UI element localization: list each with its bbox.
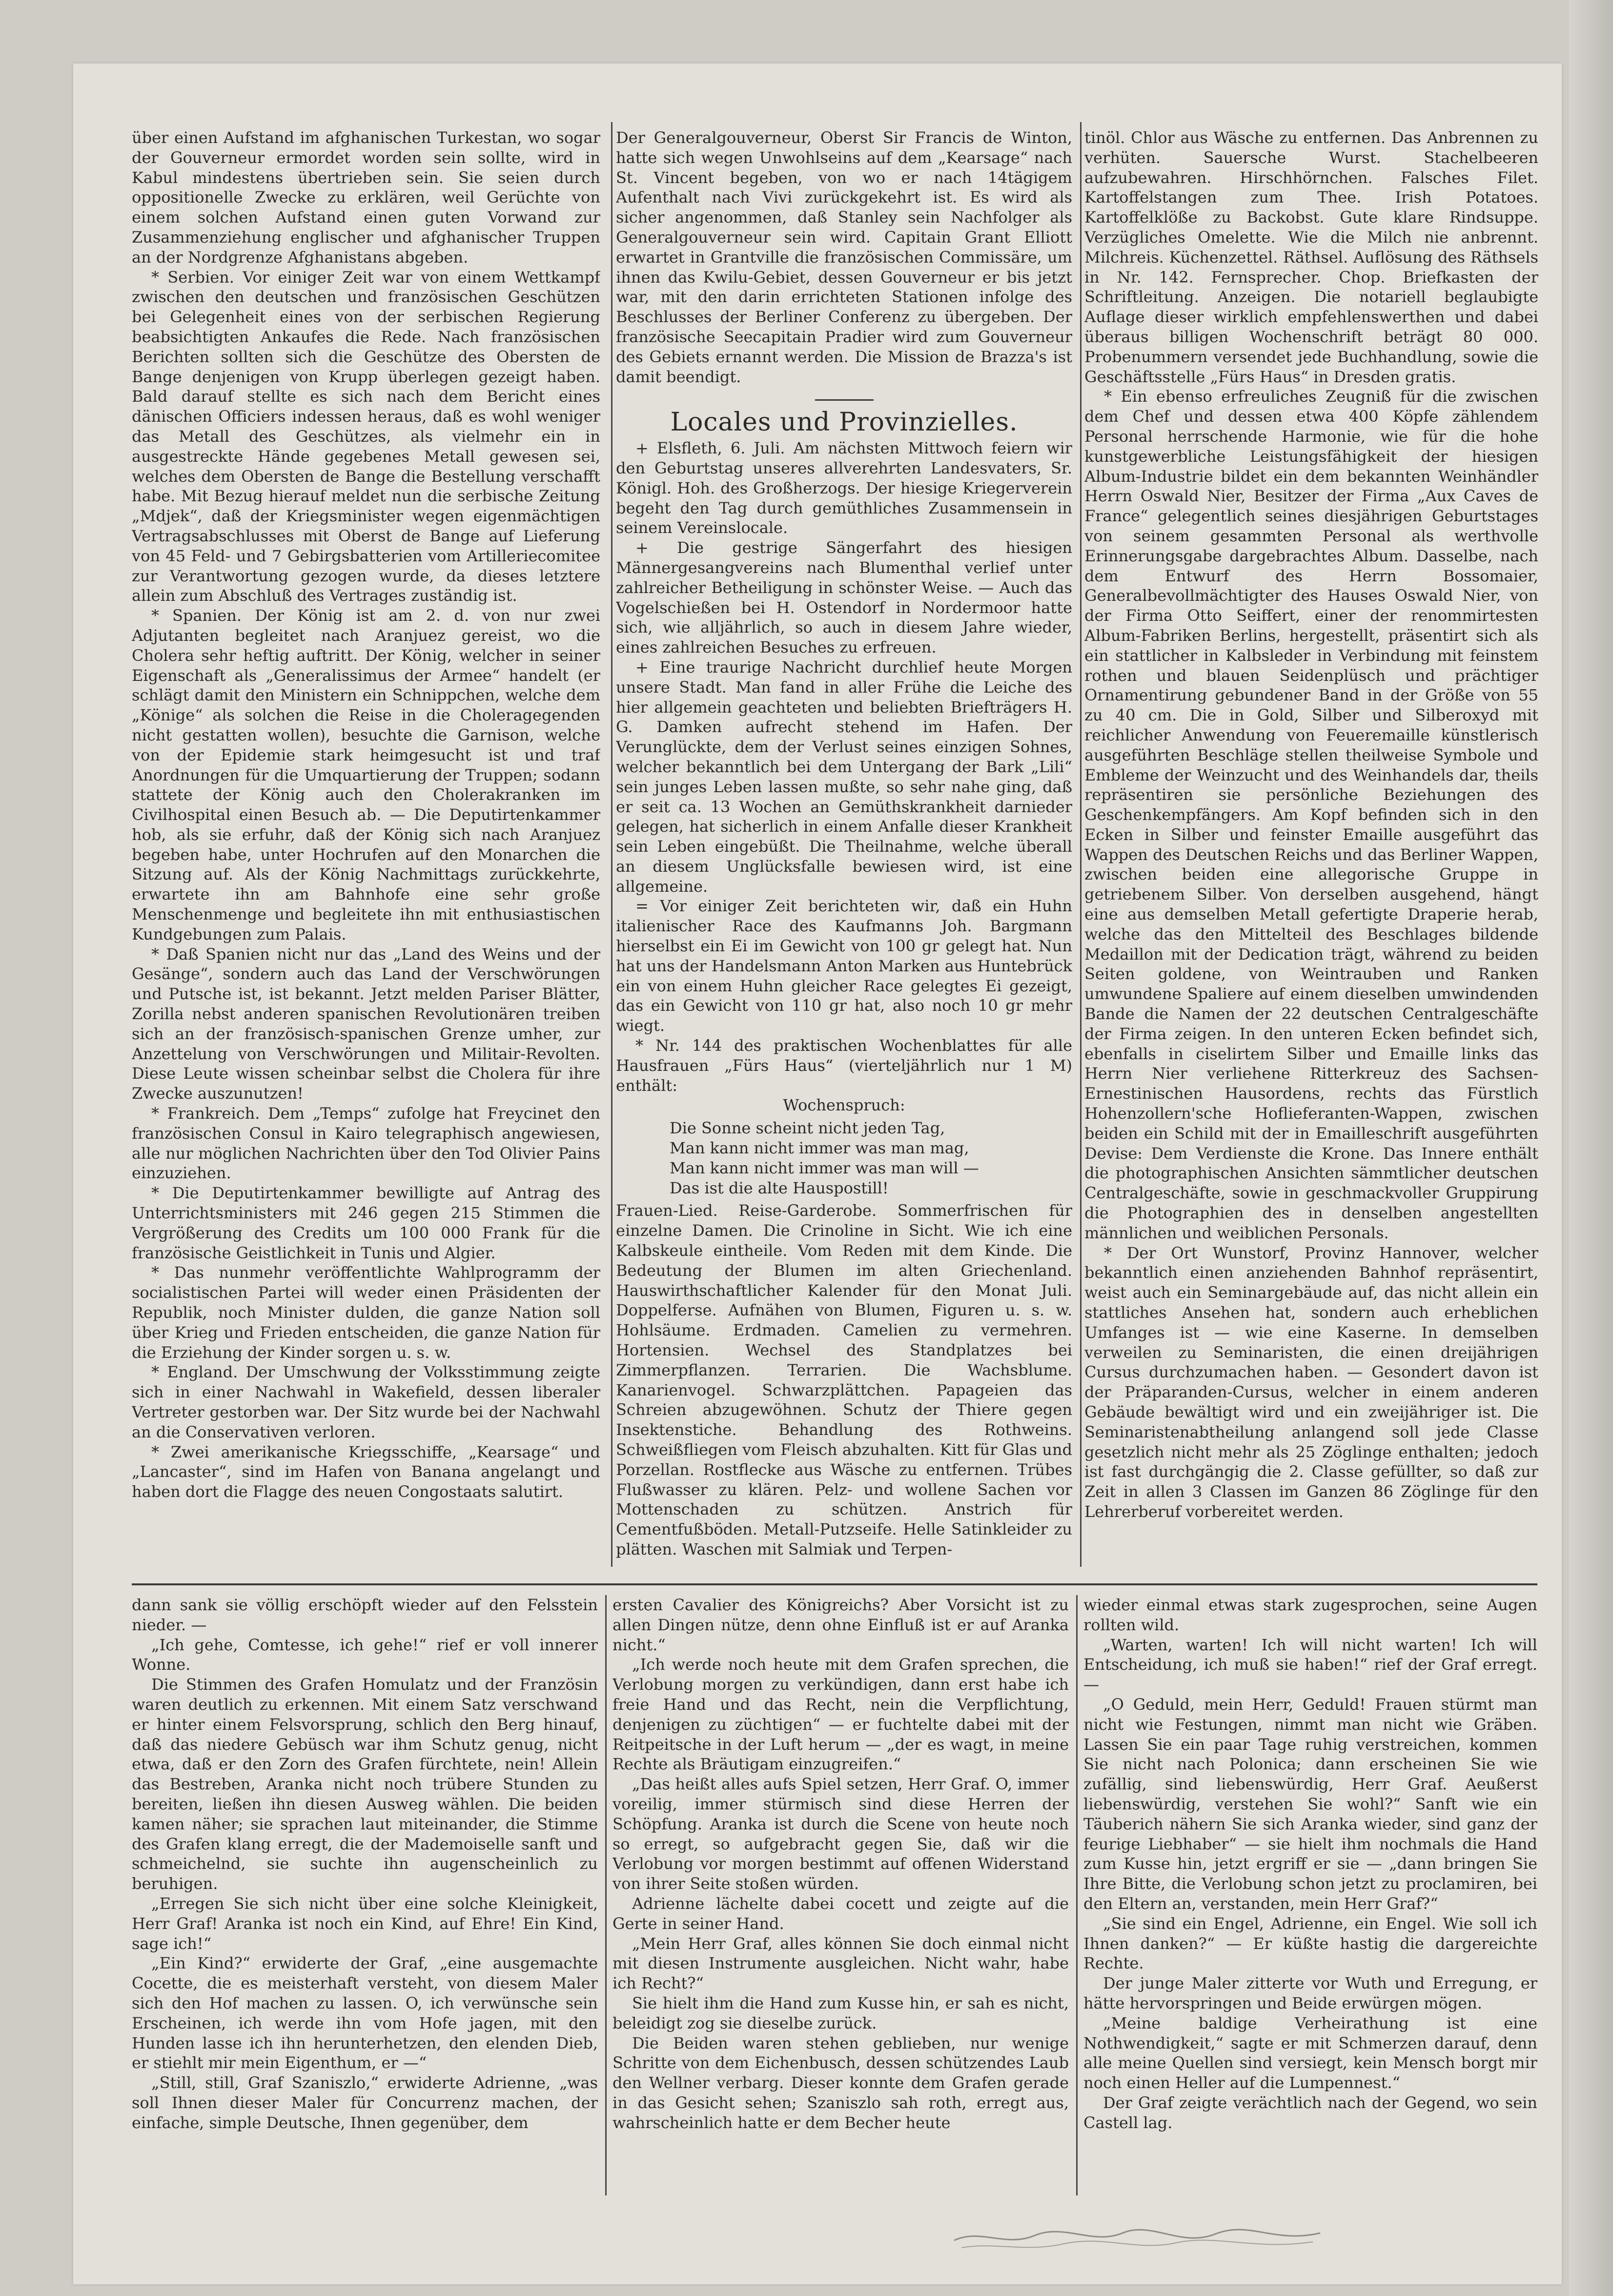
paragraph: „Ich gehe, Comtesse, ich gehe!“ rief er voll innerer Wonne.	[132, 1635, 598, 1674]
feuilleton-column-1	[132, 1595, 598, 2200]
paragraph: * Die Deputirtenkammer bewilligte auf Antrag des Unterrichtsministers mit 246 gegen 215 Stimmen die Vergrößerung des Credits um 100 000 Frank für die französische Geistlichkeit in Tunis und Algier.	[132, 1184, 600, 1262]
paragraph: ersten Cavalier des Königreichs? Aber Vorsicht ist zu allen Dingen nütze, denn ohne Einfluß ist er auf Aranka nicht.“	[613, 1596, 1069, 1654]
paragraph: „Meine baldige Verheirathung ist eine Nothwendigkeit,“ sagte er mit Schmerzen darauf, denn alle meine Quellen sind versiegt, kein Mensch borgt mir noch einen Heller auf die Lumpennest.“	[1083, 2013, 1537, 2092]
paragraph: Die Stimmen des Grafen Homulatz und der Französin waren deutlich zu erkennen. Mit einem Satz verschwand er hinter einem Felsvorsprung, schlich den Berg hinauf, daß das niedere Gebüsch war ihm Schutz genug, nicht etwa, daß er den Zorn des Grafen fürchtete, nein! Allein das Bestreben, Aranka nicht noch trübere Stunden zu bereiten, ließen ihn diesen Ausweg wählen. Die beiden kamen näher; sie sprachen laut miteinander, die Stimme des Grafen klang erregt, die der Mademoiselle sanft und schmeichelnd, sie suchte ihn augenscheinlich zu beruhigen.	[132, 1675, 598, 1893]
paragraph: „Ich werde noch heute mit dem Grafen sprechen, die Verlobung morgen zu verkündigen, dann erst habe ich freie Hand und das Recht, nein die Verpflichtung, denjenigen zu züchtigen“ — er fuchtelte dabei mit der Reitpeitsche in der Luft herum — „der es wagt, in meine Rechte als Bräutigam einzugreifen.“	[613, 1655, 1069, 1774]
news-column-2	[616, 128, 1072, 1573]
paragraph: * Der Ort Wunstorf, Provinz Hannover, welcher bekanntlich einen anziehenden Bahnhof repräsentirt, weist auch ein Seminargebäude auf, das nicht allein ein stattliches Ansehen hat, sondern auch erheblichen Umfanges ist — wie eine Kaserne. In demselben verweilen zu Seminaristen, die einen dreijährigen Cursus durchzumachen haben. — Gesondert davon ist der Präparanden-Cursus, welcher in einem anderen Gebäude bewältigt wird und ein zweijähriger ist. Die Seminaristenabtheilung anlangend soll jede Classe gesetzlich nicht mehr als 25 Zöglinge enthalten; jedoch ist fast durchgängig die 2. Classe gefüllter, so daß zur Zeit in allen 3 Classen im Ganzen 86 Zöglinge für den Lehrerberuf vorbereitet werden.	[1084, 1243, 1538, 1521]
poem-line: Die Sonne scheint nicht jeden Tag,	[670, 1119, 945, 1138]
paragraph: * Zwei amerikanische Kriegsschiffe, „Kearsage“ und „Lancaster“, sind im Hafen von Banana angelangt und haben dort die Flagge des neuen Congostaats salutirt.	[132, 1442, 600, 1501]
paragraph: = Vor einiger Zeit berichteten wir, daß ein Huhn italienischer Race des Kaufmanns Joh. Bargmann hierselbst ein Ei im Gewicht von 100 gr gelegt hat. Nun hat uns der Handelsmann Anton Marken aus Huntebrück ein von einem Huhn gleicher Race gelegtes Ei gezeigt, das ein Gewicht von 110 gr hat, also noch 10 gr mehr wiegt.	[616, 897, 1072, 1035]
feuilleton-column-3	[1083, 1595, 1537, 2200]
column-divider	[1076, 1595, 1078, 2195]
paragraph: + Die gestrige Sängerfahrt des hiesigen Männergesangvereins nach Blumenthal verlief unter zahlreicher Betheiligung in schönster Weise. — Auch das Vogelschießen bei H. Ostendorf in Nordermoor hatte sich, wie alljährlich, so auch in diesem Jahre wieder, eines zahlreichen Besuches zu erfreuen.	[616, 538, 1072, 657]
feuilleton-column-2	[613, 1595, 1069, 2200]
paragraph: wieder einmal etwas stark zugesprochen, seine Augen rollten wild.	[1083, 1596, 1537, 1634]
column-divider	[605, 1595, 607, 2195]
paragraph: + Elsfleth, 6. Juli. Am nächsten Mittwoch feiern wir den Geburtstag unseres allverehrten Landesvaters, Sr. Königl. Hoh. des Großherzogs. Der hiesige Kriegerverein begeht den Tag durch gemüthliches Zusammensein in seinem Vereinslocale.	[616, 439, 1072, 537]
feuilleton-separator	[132, 1583, 1537, 1585]
paragraph: * England. Der Umschwung der Volksstimmung zeigte sich in einer Nachwahl in Wakefield, dessen liberaler Vertreter gestorben war. Der Sitz wurde bei der Nachwahl an die Conservativen verloren.	[132, 1363, 600, 1441]
news-column-1	[132, 128, 600, 1573]
poem-line: Man kann nicht immer was man will —	[670, 1158, 979, 1177]
paragraph: + Eine traurige Nachricht durchlief heute Morgen unsere Stadt. Man fand in aller Frühe die Leiche des hier allgemein geachteten und beliebten Briefträgers H. G. Damken aufrecht stehend im Hafen. Der Verunglückte, dem der Verlust seines einzigen Sohnes, welcher bekanntlich bei dem Untergang der Bark „Lili“ sein junges Leben lassen mußte, so sehr nahe ging, daß er seit ca. 13 Wochen an Gemüthskrankheit darnieder gelegen, hat sicherlich in einem Anfalle dieser Krankheit sein Leben eingebüßt. Die Theilnahme, welche überall an diesem Unglücksfalle bewiesen wird, ist eine allgemeine.	[616, 657, 1072, 896]
paragraph: Der Generalgouverneur, Oberst Sir Francis de Winton, hatte sich wegen Unwohlseins auf dem „Kearsage“ nach St. Vincent begeben, von wo er nach 14tägigem Aufenthalt nach Vivi zurückgekehrt ist. Es wird als sicher angenommen, daß Stanley sein Nachfolger als Generalgouverneur sein wird. Capitain Grant Elliott erwartet in Grantville die französischen Commissäre, um ihnen das Kwilu-Gebiet, dessen Gouverneur er bis jetzt war, mit den darin errichteten Stationen infolge des Beschlusses der Berliner Conferenz zu übergeben. Der französische Seecapitain Pradier wird zum Gouverneur des Gebiets ernannt werden. Die Mission de Brazza's ist damit beendigt.	[616, 128, 1072, 386]
paragraph: * Spanien. Der König ist am 2. d. von nur zwei Adjutanten begleitet nach Aranjuez gereist, wo die Cholera sehr heftig auftritt. Der König, welcher in seiner Eigenschaft als „Generalissimus der Armee“ handelt (er schlägt damit den Ministern ein Schnippchen, welche dem „Könige“ als solchen die Reise in die Choleragegenden nicht gestatten wollen), besuchte die Garnison, welche von der Epidemie stark heimgesucht ist und traf Anordnungen für die Umquartierung der Truppen; sodann stattete der König auch den Cholerakranken im Civilhospital einen Besuch ab. — Die Deputirtenkammer hob, als sie erfuhr, daß der König sich nach Aranjuez begeben habe, unter Hochrufen auf den Monarchen die Sitzung auf. Als der König Nachmittags zurückkehrte, erwartete ihn am Bahnhofe eine sehr große Menschenmenge und begleitete ihn mit enthusiastischen Kundgebungen zum Palais.	[132, 606, 600, 943]
paragraph: „Warten, warten! Ich will nicht warten! Ich will Entscheidung, ich muß sie haben!“ rief der Graf erregt. —	[1083, 1635, 1537, 1694]
paragraph: tinöl. Chlor aus Wäsche zu entfernen. Das Anbrennen zu verhüten. Sauersche Wurst. Stachelbeeren aufzubewahren. Hirschhörnchen. Falsches Filet. Kartoffelstangen zum Thee. Irish Potatoes. Kartoffelklöße zu Backobst. Gute klare Rindsuppe. Verzügliches Omelette. Wie die Milch nie anbrennt. Milchreis. Küchenzettel. Räthsel. Auflösung des Räthsels in Nr. 142. Fernsprecher. Chop. Briefkasten der Schriftleitung. Anzeigen. Die notariell beglaubigte Auflage dieser wirklich empfehlenswerthen und dabei überaus billigen Wochenschrift beträgt 80 000. Probenummern versendet jede Buchhandlung, sowie die Geschäftsstelle „Fürs Haus“ in Dresden gratis.	[1084, 128, 1538, 386]
poem-line: Man kann nicht immer was man mag,	[670, 1139, 969, 1158]
poem	[616, 1118, 1072, 1198]
paragraph: Frauen-Lied. Reise-Garderobe. Sommerfrischen für einzelne Damen. Die Crinoline in Sicht. Wie ich eine Kalbskeule eintheile. Vom Reden mit dem Kinde. Die Bedeutung der Blumen im alten Griechenland. Hauswirthschaftlicher Kalender für den Monat Juli. Doppelferse. Aufnähen von Blumen, Figuren u. s. w. Hohlsäume. Erdmaden. Camelien zu vermehren. Hortensien. Wechsel des Standplatzes bei Zimmerpflanzen. Terrarien. Die Wachsblume. Kanarienvogel. Schwarzplättchen. Papageien das Schreien abzugewöhnen. Schutz der Thiere gegen Insektenstiche. Behandlung des Rothweins. Schweißfliegen vom Fleisch abzuhalten. Kitt für Glas und Porzellan. Rostflecke aus Wäsche zu entfernen. Trübes Flußwasser zu klären. Pelz- und wollene Sachen vor Mottenschaden zu schützen. Anstrich für Cementfußböden. Metall-Putzseife. Helle Satinkleider zu plätten. Waschen mit Salmiak und Terpen-	[616, 1201, 1072, 1558]
page-binding-edge	[1569, 0, 1613, 2296]
column-divider	[611, 122, 613, 1567]
paragraph: * Ein ebenso erfreuliches Zeugniß für die zwischen dem Chef und dessen etwa 400 Köpfe zählendem Personal herrschende Harmonie, wie für die hohe kunstgewerbliche Leistungsfähigkeit der hiesigen Album-Industrie bildet ein dem bekannten Weinhändler Herrn Oswald Nier, Besitzer der Firma „Aux Caves de France“ gelegentlich seines diesjährigen Geburtstages von seinem gesammten Personal als werthvolle Erinnerungsgabe dargebrachtes Album. Dasselbe, nach dem Entwurf des Herrn Bossomaier, Generalbevollmächtigter des Hauses Oswald Nier, von der Firma Otto Seiffert, einer der renommirtesten Album-Fabriken Berlins, hergestellt, präsentirt sich als ein stattlicher in Kalbsleder in Verbindung mit feinstem rothen und blauen Seidenplüsch und prächtiger Ornamentirung gebundener Band in der Größe von 55 zu 40 cm. Die in Gold, Silber und Silberoxyd mit reichlicher Anwendung von Feueremaille künstlerisch ausgeführten Beschläge stellen theilweise Symbole und Embleme der Weinzucht und des Weinhandels dar, theils repräsentiren sie persönliche Beziehungen des Geschenkempfängers. Am Kopf befinden sich in den Ecken in Silber und feinster Emaille ausgeführt das Wappen des Deutschen Reichs und das Berliner Wappen, zwischen beiden eine allegorische Gruppe in getriebenem Silber. Von derselben ausgehend, hängt eine aus demselben Metall gefertigte Draperie herab, welche das den Mittelteil des Beschlages bildende Medaillon mit der Dedication trägt, während zu beiden Seiten goldene, von Weintrauben und Ranken umwundene Spaliere auf einem dieselben umwindenden Bande die Namen der 22 deutschen Centralgeschäfte der Firma zeigen. In den unteren Ecken befindet sich, ebenfalls in ciselirtem Silber und Emaille links das Herrn Nier verliehene Ritterkreuz des Sachsen-Ernestinischen Hausordens, rechts das Fürstlich Hohenzollern'sche Hoflieferanten-Wappen, zwischen beiden ein Schild mit der in Emailleschrift ausgeführten Devise: Dem Verdienste die Krone. Das Innere enthält die photographischen Ansichten sämmtlicher deutschen Centralgeschäfte, sowie in geschmackvoller Gruppirung die Photographien des in denselben angestellten männlichen und weiblichen Personals.	[1084, 387, 1538, 1242]
paragraph: * Nr. 144 des praktischen Wochenblattes für alle Hausfrauen „Fürs Haus“ (vierteljährlich nur 1 M) enthält:	[616, 1036, 1072, 1095]
paragraph: „Mein Herr Graf, alles können Sie doch einmal nicht mit diesen Instrumente ausgleichen. Nicht wahr, habe ich Recht?“	[613, 1934, 1069, 1993]
paragraph: „Sie sind ein Engel, Adrienne, ein Engel. Wie soll ich Ihnen danken?“ — Er küßte hastig die dargereichte Rechte.	[1083, 1914, 1537, 1973]
paragraph: Der Graf zeigte verächtlich nach der Gegend, wo sein Castell lag.	[1083, 2093, 1537, 2132]
paragraph: Die Beiden waren stehen geblieben, nur wenige Schritte von dem Eichenbusch, dessen schützendes Laub den Wellner verbarg. Dieser konnte dem Grafen gerade in das Gesicht sehen; Szaniszlo sah roth, erregt aus, wahrscheinlich hatte er dem Becher heute	[613, 2033, 1069, 2132]
paragraph: Adrienne lächelte dabei cocett und zeigte auf die Gerte in seiner Hand.	[613, 1894, 1069, 1933]
paragraph: „O Geduld, mein Herr, Geduld! Frauen stürmt man nicht wie Festungen, nimmt man nicht wie Gräben. Lassen Sie ein paar Tage ruhig verstreichen, kommen Sie nicht nach Polonica; dann erscheinen Sie wie zufällig, sind liebenswürdig, Herr Graf. Aeußerst liebenswürdig, verstehen Sie wohl?“ Sanft wie ein Täuberich nähern Sie sich Aranka wieder, sind ganz der feurige Liebhaber“ — sie hielt ihm nochmals die Hand zum Kusse hin, jetzt ergriff er sie — „dann bringen Sie Ihre Bitte, die Verlobung schon jetzt zu proclamiren, bei den Eltern an, verstanden, mein Herr Graf?“	[1083, 1695, 1537, 1913]
paragraph: „Das heißt alles aufs Spiel setzen, Herr Graf. O, immer voreilig, immer stürmisch sind diese Herren der Schöpfung. Aranka ist durch die Scene von heute noch so erregt, so aufgebracht gegen Sie, daß wir die Verlobung vor morgen bestimmt auf offenen Widerstand von ihrer Seite stoßen würden.	[613, 1775, 1069, 1893]
paragraph: „Erregen Sie sich nicht über eine solche Kleinigkeit, Herr Graf! Aranka ist noch ein Kind, auf Ehre! Ein Kind, sage ich!“	[132, 1894, 598, 1953]
paragraph: „Still, still, Graf Szaniszlo,“ erwiderte Adrienne, „was soll Ihnen dieser Maler für Concurrenz machen, der einfache, simple Deutsche, Ihnen gegenüber, dem	[132, 2073, 598, 2132]
paragraph: Sie hielt ihm die Hand zum Kusse hin, er sah es nicht, beleidigt zog sie dieselbe zurück.	[613, 1993, 1069, 2032]
paragraph: * Frankreich. Dem „Temps“ zufolge hat Freycinet den französischen Consul in Kairo telegraphisch angewiesen, alle nur möglichen Nachrichten über den Tod Olivier Pains einzuziehen.	[132, 1104, 600, 1183]
paragraph: * Daß Spanien nicht nur das „Land des Weins und der Gesänge“, sondern auch das Land der Verschwörungen und Putsche ist, ist bekannt. Jetzt melden Pariser Blätter, Zorilla nebst anderen spanischen Revolutionären treiben sich an der französisch-spanischen Grenze umher, zur Anzettelung von Verschwörungen und Militair-Revolten. Diese Leute wissen scheinbar selbst die Cholera für ihre Zwecke auszunutzen!	[132, 944, 600, 1103]
section-heading: Locales und Provinzielles.	[670, 408, 1018, 437]
column-divider	[1080, 122, 1082, 1567]
short-divider	[815, 399, 874, 401]
poem-line: Das ist die alte Hauspostill!	[670, 1178, 889, 1197]
news-column-3	[1084, 128, 1538, 1573]
paragraph: über einen Aufstand im afghanischen Turkestan, wo sogar der Gouverneur ermordet worden sein sollte, wird in Kabul mindestens übertrieben sein. Sie seien durch oppositionelle Zwecke zu erklären, weil Gerüchte von einem solchen Aufstand einen guten Vorwand zur Zusammenziehung englischer und afghanischer Truppen an der Nordgrenze Afghanistans abgeben.	[132, 128, 600, 266]
paragraph: dann sank sie völlig erschöpft wieder auf den Felsstein nieder. —	[132, 1596, 598, 1634]
motto-label: Wochenspruch:	[783, 1096, 905, 1115]
paragraph: * Das nunmehr veröffentlichte Wahlprogramm der socialistischen Partei will weder einen Präsidenten der Republik, noch Minister dulden, die ganze Nation soll über Krieg und Frieden entscheiden, die ganze Nation für die Erziehung der Kinder sorgen u. s. w.	[132, 1263, 600, 1362]
paragraph: „Ein Kind?“ erwiderte der Graf, „eine ausgemachte Cocette, die es meisterhaft versteht, von diesem Maler sich den Hof machen zu lassen. O, ich verwünsche sein Erscheinen, ich werde ihn vom Hofe jagen, mit den Hunden lasse ich ihn herunterhetzen, den elenden Dieb, er stiehlt mir mein Eigenthum, er —“	[132, 1954, 598, 2072]
paragraph: * Serbien. Vor einiger Zeit war von einem Wettkampf zwischen den deutschen und französischen Geschützen bei Gelegenheit eines von der serbischen Regierung beabsichtigten Ankaufes die Rede. Nach französischen Berichten sollten sich die Geschütze des Obersten de Bange denjenigen von Krupp überlegen gezeigt haben. Bald darauf stellte es sich nach dem Bericht eines dänischen Officiers indessen heraus, daß es wohl weniger das Metall des Geschützes, als vielmehr ein in ausgestreckte Hände gegebenes Metall gewesen sei, welches dem Obersten de Bange die Bestellung verschafft habe. Mit Bezug hierauf meldet nun die serbische Zeitung „Mdjek“, daß der Kriegsminister wegen eigenmächtigen Vertragsabschlusses mit Oberst de Bange auf Lieferung von 45 Feld- und 7 Gebirgsbatterien vom Artilleriecomitee zur Verantwortung gezogen wurde, da dieses letztere allein zum Abschluß des Vertrages zuständig ist.	[132, 267, 600, 605]
handwritten-marginalia	[952, 2214, 1323, 2257]
paragraph: Der junge Maler zitterte vor Wuth und Erregung, er hätte hervorspringen und Beide erwürgen mögen.	[1083, 1974, 1537, 2012]
